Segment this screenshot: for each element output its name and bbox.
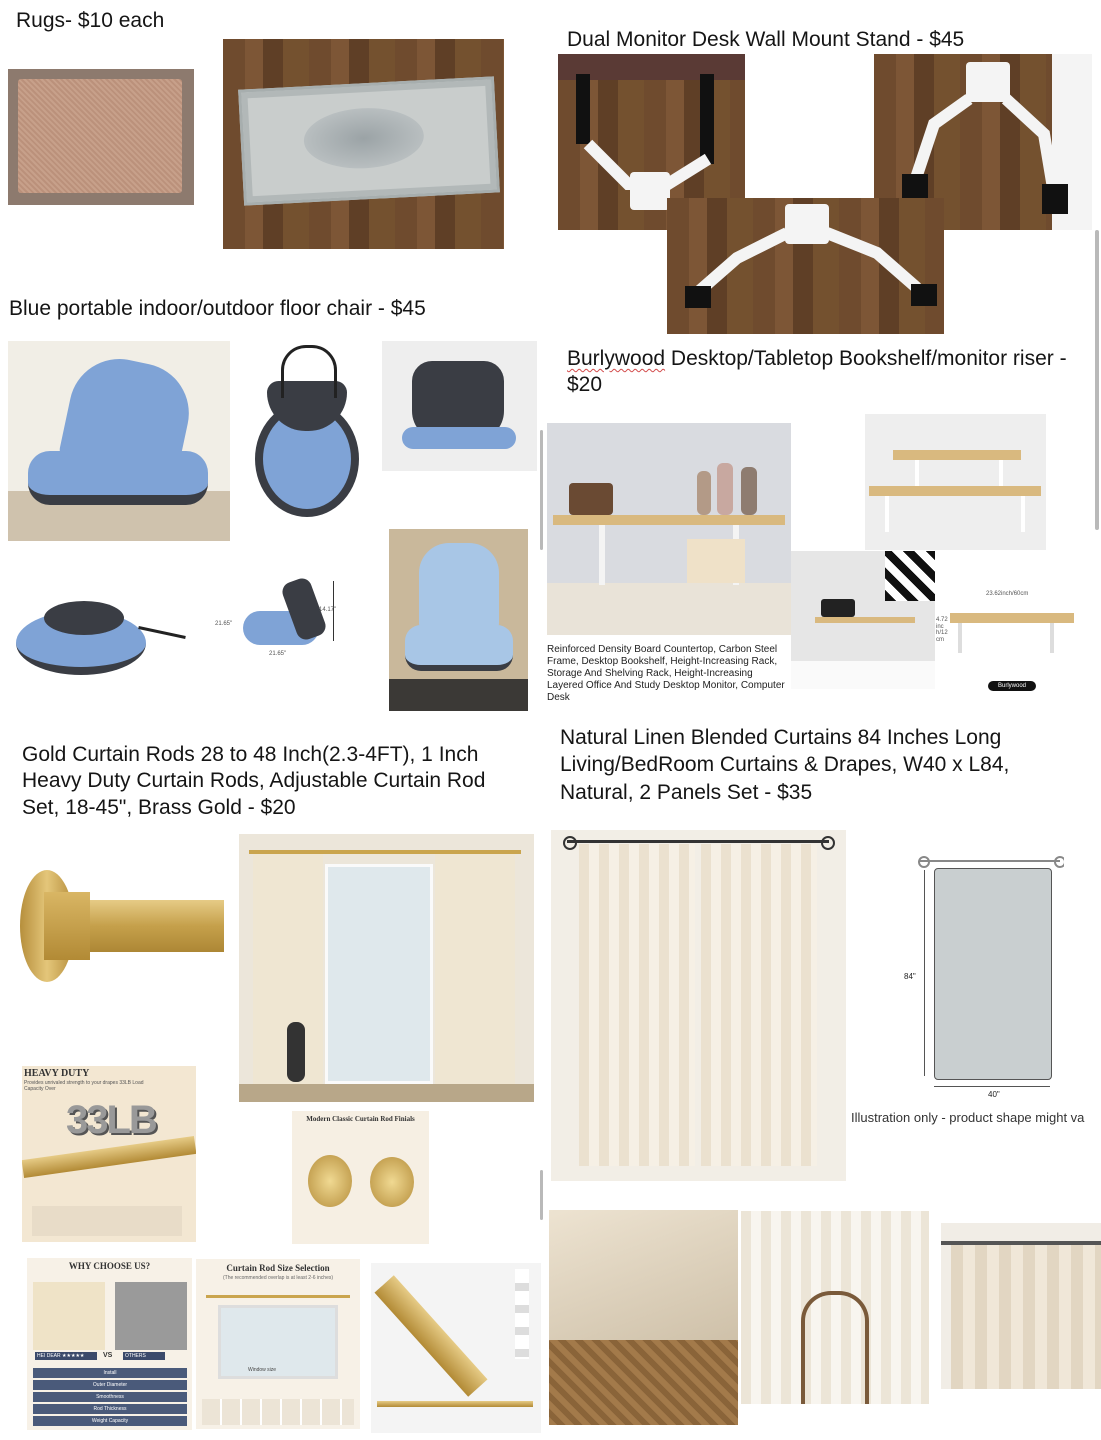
why-vs: VS bbox=[103, 1352, 113, 1359]
curtains-width-label: 40" bbox=[988, 1090, 1000, 1099]
floor-chair-photo-4 bbox=[8, 583, 186, 689]
floor-chair-title: Blue portable indoor/outdoor floor chair - $45 bbox=[9, 297, 426, 320]
curtain-rods-parts bbox=[371, 1263, 541, 1433]
rugs-title: Rugs- $10 each bbox=[16, 9, 165, 32]
bookshelf-title bbox=[567, 346, 1067, 397]
rug-photo-2 bbox=[223, 39, 504, 249]
floor-chair-photo-5 bbox=[207, 541, 365, 691]
curtains-photo-tassels bbox=[941, 1223, 1101, 1389]
heavy-duty-sub: Provides unrivaled strength to your drapes 33LB Load Capacity Over bbox=[24, 1080, 144, 1092]
why-row: Rod Thickness bbox=[33, 1404, 187, 1414]
bookshelf-description: Reinforced Density Board Countertop, Carbon Steel Frame, Desktop Bookshelf, Height-Increasing Rack, Storage And Shelving Rack, Height-Increasing Layered Office And Study Desktop Monitor, Computer Desk bbox=[547, 644, 785, 703]
column-divider-scroll bbox=[540, 430, 543, 550]
monitor-mount-photo-3 bbox=[667, 198, 944, 334]
finials-title: Modern Classic Curtain Rod Finials bbox=[306, 1115, 415, 1123]
bookshelf-brand: Burlywood bbox=[567, 347, 666, 370]
curtain-rods-finials bbox=[292, 1111, 429, 1244]
curtains-photo-main bbox=[551, 830, 846, 1181]
bookshelf-brand-badge: Burlywood bbox=[988, 681, 1036, 691]
curtain-rods-room-photo bbox=[239, 834, 534, 1102]
chair-dim-height: 14.17" bbox=[319, 607, 337, 613]
bookshelf-photo-1 bbox=[547, 423, 791, 635]
why-row: Outer Diameter bbox=[33, 1380, 187, 1390]
curtains-photo-fabric bbox=[549, 1210, 738, 1425]
bookshelf-photo-3 bbox=[791, 551, 935, 689]
curtains-photo-chair bbox=[741, 1211, 929, 1404]
heavy-duty-label: HEAVY DUTY bbox=[24, 1068, 90, 1079]
curtain-rods-why-choose bbox=[27, 1258, 192, 1430]
size-window-label: Window size bbox=[248, 1367, 277, 1373]
curtain-rods-heavy-duty bbox=[22, 1066, 196, 1242]
curtain-rods-title: Gold Curtain Rods 28 to 48 Inch(2.3-4FT), 1 Inch Heavy Duty Curtain Rods, Adjustable Curtain Rod Set, 18-45", Brass Gold - $20 bbox=[22, 743, 486, 819]
bookshelf-title-rest: Desktop/Tabletop Bookshelf/monitor riser - $20 bbox=[567, 347, 1067, 396]
size-title: Curtain Rod Size Selection bbox=[226, 1263, 330, 1273]
monitor-mount-title: Dual Monitor Desk Wall Mount Stand - $45 bbox=[567, 28, 965, 51]
bookshelf-photo-4 bbox=[936, 583, 1092, 697]
floor-chair-photo-1 bbox=[8, 341, 230, 541]
bookshelf-dim-width: 23.62inch/60cm bbox=[986, 591, 1029, 597]
why-badge: HEI DEAR ★★★★★ bbox=[35, 1352, 97, 1360]
why-others: OTHERS bbox=[123, 1352, 165, 1360]
curtains-length-label: 84" bbox=[904, 972, 916, 981]
why-title: WHY CHOOSE US? bbox=[68, 1261, 151, 1271]
curtains-illustration-note: Illustration only - product shape might va bbox=[851, 1110, 1085, 1125]
floor-chair-photo-2 bbox=[233, 341, 379, 527]
floor-chair-photo-3 bbox=[382, 341, 537, 471]
heavy-duty-load: 33LB bbox=[66, 1098, 156, 1142]
curtain-rod-closeup bbox=[14, 870, 224, 982]
chair-dim-depth: 21.65" bbox=[215, 621, 233, 627]
curtains-title: Natural Linen Blended Curtains 84 Inches Long Living/BedRoom Curtains & Drapes, W40 x L84, Natural, 2 Panels Set - $35 bbox=[560, 726, 1010, 804]
chair-dim-width: 21.65" bbox=[269, 651, 287, 657]
why-row: Weight Capacity bbox=[33, 1416, 187, 1426]
bookshelf-dim-height: 4.72inch/12cm bbox=[936, 617, 948, 643]
floor-chair-photo-6 bbox=[389, 529, 528, 711]
why-row: Install bbox=[33, 1368, 187, 1378]
size-sub: (The recommended overlap is at least 2-6 inches) bbox=[222, 1275, 334, 1281]
rug-photo-1 bbox=[8, 69, 194, 205]
curtain-rods-size-selection bbox=[196, 1259, 360, 1429]
curtains-illustration bbox=[904, 850, 1064, 1110]
page-scrollbar[interactable] bbox=[1095, 230, 1099, 530]
why-row: Smoothness bbox=[33, 1392, 187, 1402]
bookshelf-photo-2 bbox=[865, 414, 1046, 550]
column-divider-scroll-lower bbox=[540, 1170, 543, 1220]
